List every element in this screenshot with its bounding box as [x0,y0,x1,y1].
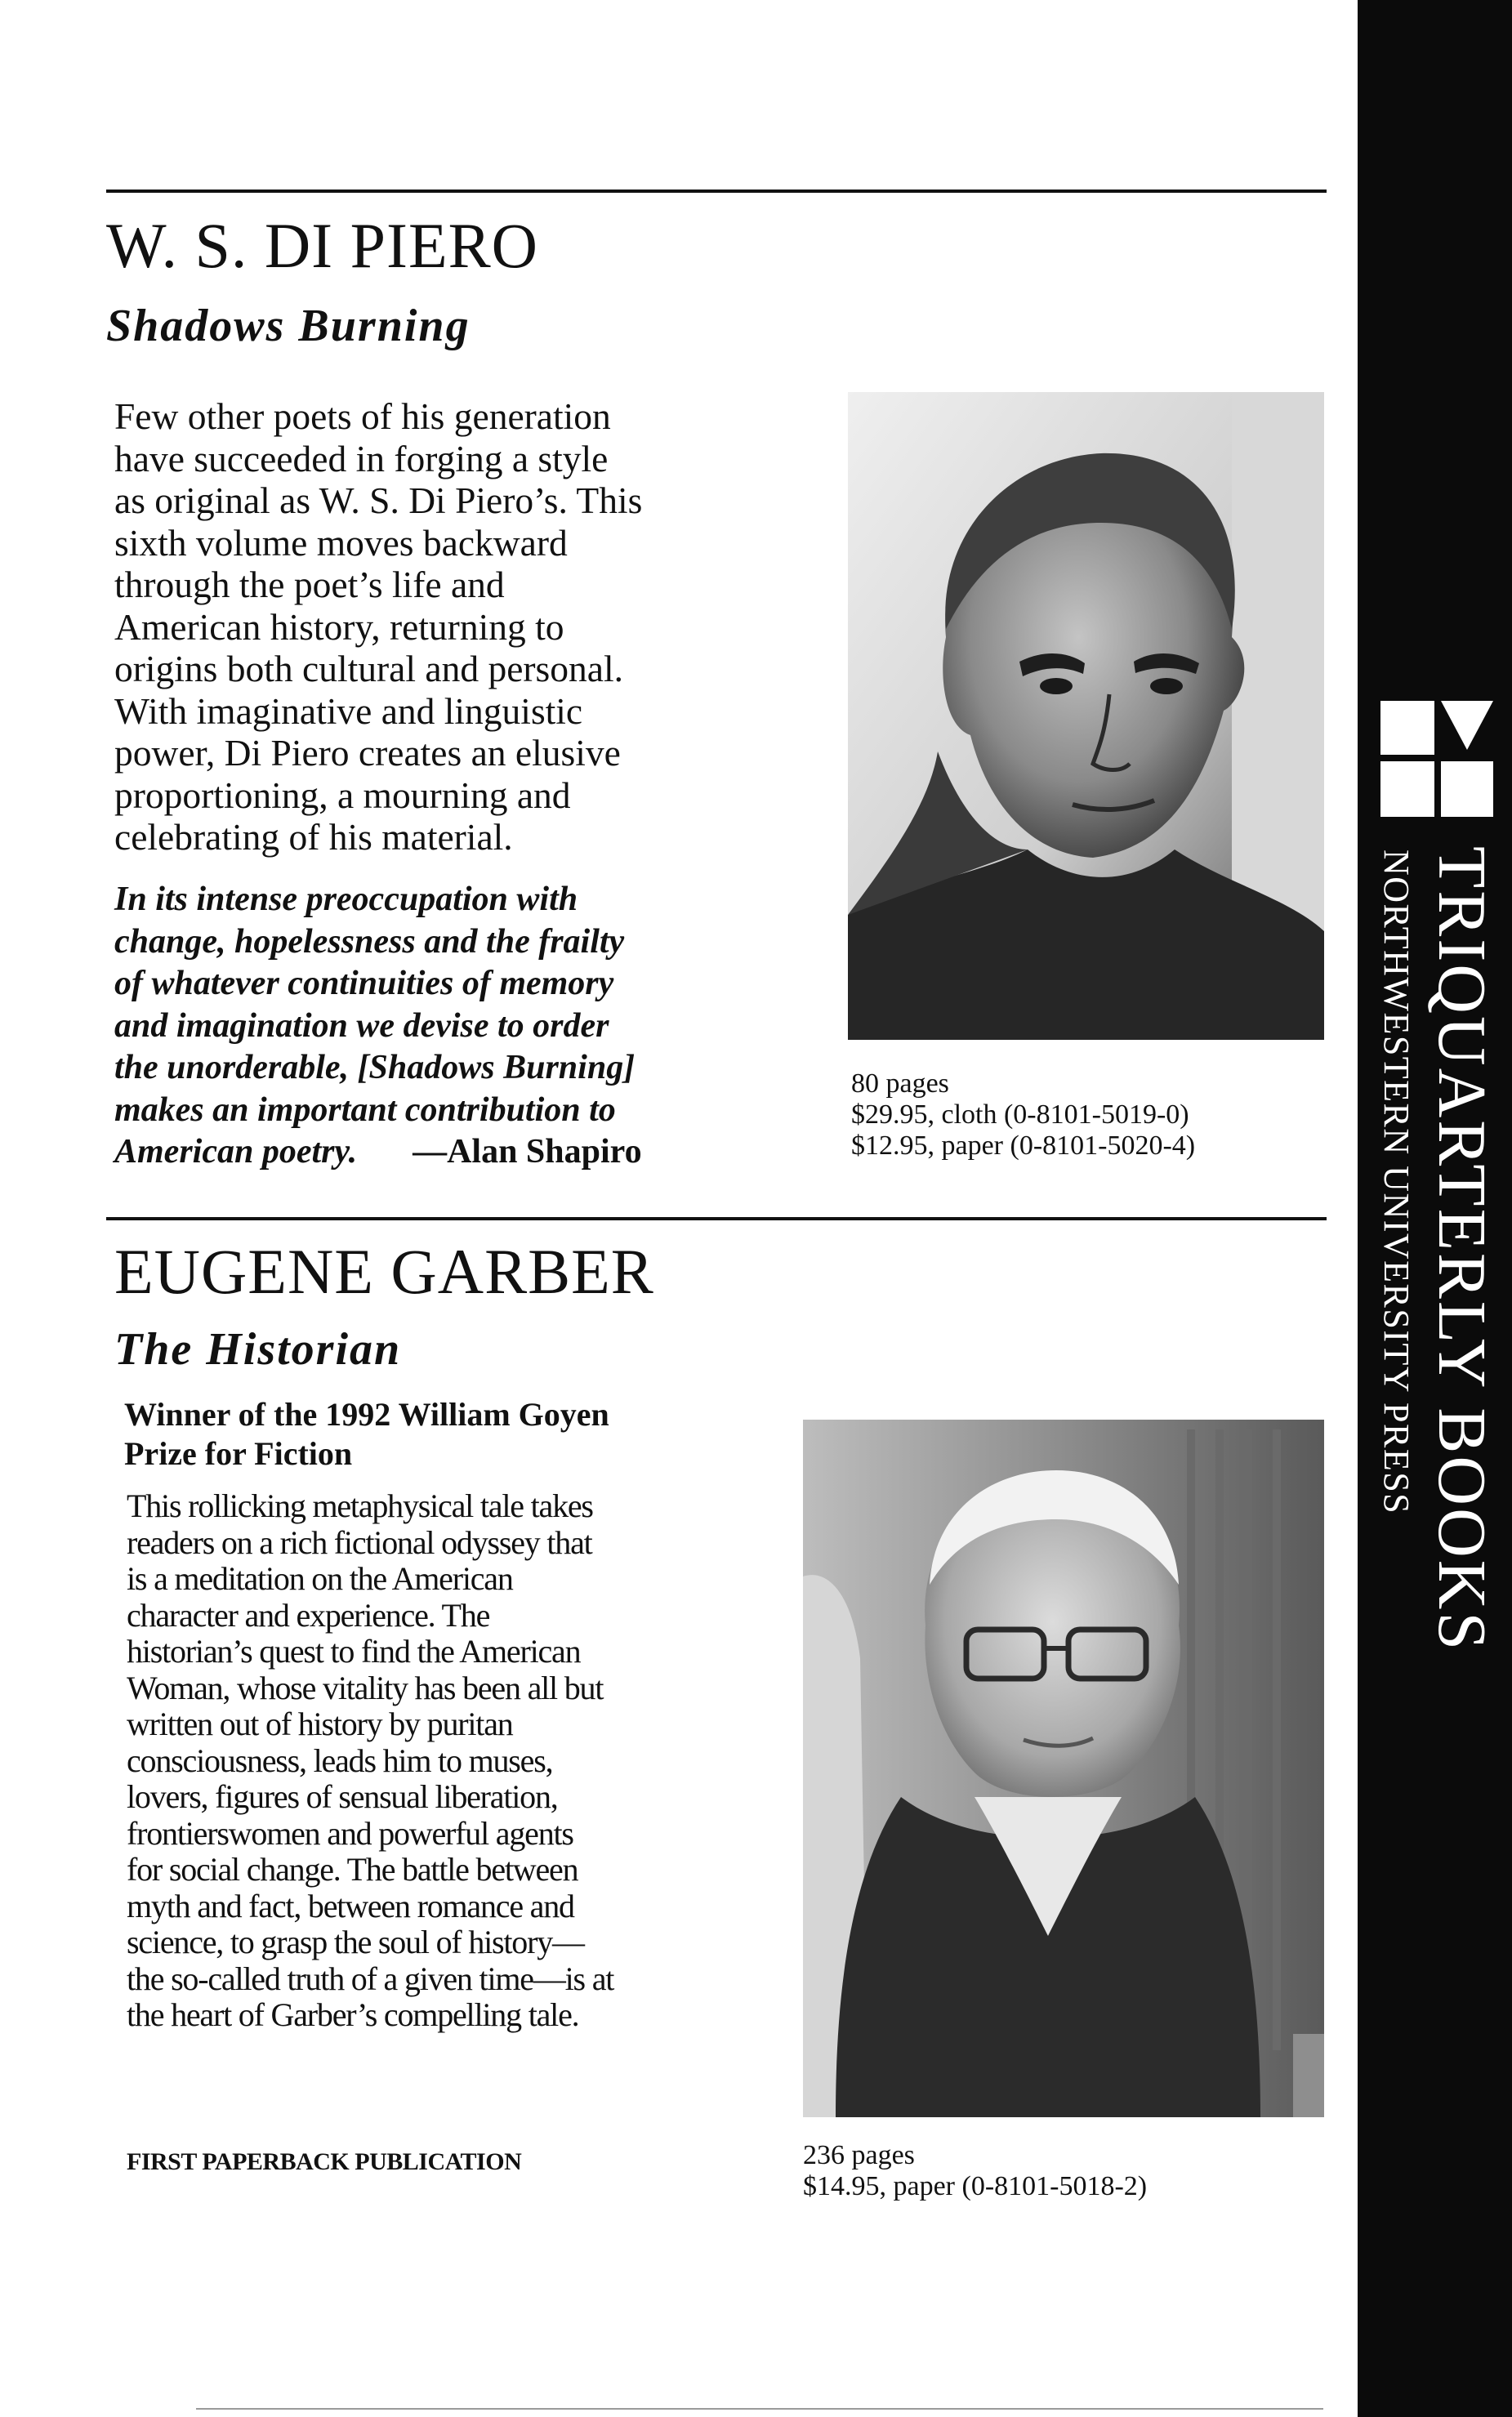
middle-rule [106,1217,1327,1220]
book1-pages: 80 pages [851,1068,949,1099]
book2-description-line: readers on a rich fictional odyssey that [127,1523,592,1561]
book1-description-line: have succeeded in forging a style [114,437,609,479]
book1-description-line: origins both cultural and personal. [114,648,623,689]
book1-price-cloth: $29.95, cloth (0-8101-5019-0) [851,1099,1189,1130]
book1-description-line: as original as W. S. Di Piero’s. This [114,479,643,521]
book2-description-line: character and experience. The [127,1596,490,1634]
quote-line: makes an important contribution to [114,1090,616,1129]
book1-description-line: power, Di Piero creates an elusive [114,732,621,774]
book1-description-line: With imaginative and linguistic [114,689,583,732]
book2-description-line: frontierswomen and powerful agents [127,1814,573,1852]
book2-description-line: for social change. The battle between [127,1851,578,1888]
book1-review-quote [114,879,850,1174]
top-rule [106,190,1327,193]
book1-description-line: proportioning, a mourning and [114,774,571,816]
book2-description-line: consciousness, leads him to muses, [127,1741,553,1779]
book2-info [803,2140,1147,2202]
portrait-image [848,392,1324,1040]
book2-description-line: lovers, figures of sensual liberation, [127,1778,558,1815]
book2-award [124,1395,745,1474]
publisher-name [1372,846,1502,1745]
quote-line: the unorderable, [Shadows Burning] [114,1049,636,1086]
bottom-rule [196,2408,1323,2410]
quote-line: change, hopelessness and the frailty [114,922,625,961]
book1-description-line: sixth volume moves backward [114,521,568,564]
book2-description-line: Woman, whose vitality has been all but [127,1669,604,1706]
book2-description-line: written out of history by puritan [127,1706,513,1742]
book2-description [127,1488,780,2034]
book1-price-paper: $12.95, paper (0-8101-5020-4) [851,1130,1196,1161]
publisher-line-2: NORTHWESTERN UNIVERSITY PRESS [1376,850,1416,1515]
portrait-image [803,1413,1324,2117]
quote-line: and imagination we devise to order [114,1006,609,1045]
book1-description-line: celebrating of his material. [114,816,513,858]
publisher-line-1: TRIQUARTERLY BOOKS [1424,846,1500,1653]
book2-description-line: This rollicking metaphysical tale takes [127,1487,593,1524]
book2-note: FIRST PAPERBACK PUBLICATION [127,2148,522,2175]
award-line: Winner of the 1992 William Goyen [124,1396,609,1433]
book1-description-line: Few other poets of his generation [114,395,611,437]
book2-description-line: the heart of Garber’s compelling tale. [127,1996,579,2033]
quote-attribution: —Alan Shapiro [413,1133,642,1171]
book2-price-paper: $14.95, paper (0-8101-5018-2) [803,2171,1148,2201]
book2-description-line: science, to grasp the soul of history— [127,1924,584,1960]
triquarterly-logo-icon [1380,701,1493,817]
book2-description-line: historian’s quest to find the American [127,1633,581,1670]
book1-description-line: through the poet’s life and [114,564,505,605]
author-photo-di-piero [848,392,1324,1040]
quote-last-line: American poetry. [114,1133,358,1171]
quote-line: of whatever continuities of memory [114,965,614,1002]
book1-description [114,395,850,858]
book1-title: Shadows Burning [106,301,471,351]
book2-description-line: is a meditation on the American [127,1560,513,1597]
book2-title: The Historian [114,1324,402,1375]
quote-line [114,1131,850,1174]
author-photo-garber [803,1413,1324,2117]
book1-author: W. S. DI PIERO [106,210,538,281]
book2-author: EUGENE GARBER [114,1236,654,1307]
book1-info [851,1068,1195,1162]
book2-description-line: myth and fact, between romance and [127,1887,574,1924]
book1-description-line: American history, returning to [114,605,564,648]
book2-pages: 236 pages [803,2140,915,2170]
book2-description-line: the so-called truth of a given time—is at [127,1960,614,1997]
award-line: Prize for Fiction [124,1435,353,1472]
quote-line: In its intense preoccupation with [114,881,578,918]
